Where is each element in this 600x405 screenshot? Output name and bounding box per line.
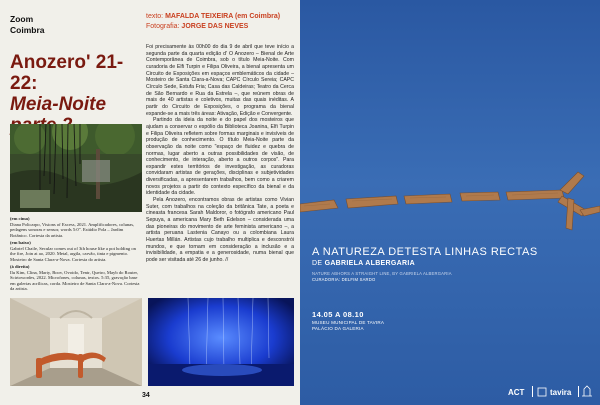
ad-title: A NATUREZA DETESTA LINHAS RECTAS — [312, 246, 538, 258]
caption-1-text: Diana Policarpo, Visions of Excess, 2021. Amplificadores, colunas, pedagens sonoras e sensor, words 5:0". Estúdio Pola – Jardim Botânico. Cortesia da artista. — [10, 221, 135, 238]
section-label — [10, 14, 44, 36]
caption-2 — [10, 240, 142, 262]
body-paragraph-2: Partindo da ideia da noite e do papel dos mosteiros que ajudam a conservar o espólio da Biblioteca Joanina, Elfi Turpin e Filipa Oliveira refletem sobre formas marginais e invisíveis de produção de conhecimento. O título Meia-Noite parte da observação da noite como "espaço de fluidez e quebra de normas, lugar aberto a outras possibilidades de visão, de conhecimento, de interação, aberto a outros corpos". Para expandir estes territórios de investigação, as curadoras convidaram artistas de gerações, disciplinas e subjetividades diversificadas, a apresentarem trabalhos, bem como a criarem novos projetos a partir do contexto específico da bienal e da identidade da cidade. — [146, 117, 294, 197]
caption-1 — [10, 216, 142, 238]
museum-icon — [582, 386, 592, 396]
photo-corridor-sculpture — [10, 298, 142, 386]
ad-dates: 14.05 A 08.10 — [312, 310, 364, 319]
photo-blue-installation — [148, 298, 294, 386]
body-paragraph-1: Foi precisamente às 00h00 do dia 9 de abril que teve início a segunda parte da quarta edição d' O Anozero – Bienal de Arte Contemporânea de Coimbra, sob o título Meia-Noite. Com curadoria de Elfi Turpin e Filipa Oliveira, a bienal apresenta um Circuito de Exposições em espaços emblemáticos da cidade – Mosteiro de Santa Clara-a-Nova; CAPC Círculo Sereia; CAPC Círculo Sede, Estufa Fria; Casa das Caldeiras; Teatro da Cerca de São Bernardo e Rua da Estrela –, que reúnem obras de mais de 40 artistas e coletivos, muitas das quais inéditas. A partir do Circuito de Exposições, o programa da bienal expande-se a mais três áreas: Ativação, Edição e Convergente. — [146, 44, 294, 117]
act-logo: ACT — [508, 388, 525, 397]
credit-photo-name: JORGE DAS NEVES — [181, 23, 249, 30]
page-number: 34 — [142, 392, 150, 399]
caption-3-head: (à direita) — [10, 264, 30, 269]
headline-italic-1: Meia-Noite — [10, 94, 107, 115]
branch-artwork — [300, 170, 600, 240]
ad-venue-line-2: PALÁCIO DA GALERIA — [312, 326, 364, 331]
credit-text-name: MAFALDA TEIXEIRA (em Coimbra) — [165, 13, 281, 20]
ad-venue-line-1: MUSEU MUNICIPAL DE TAVIRA — [312, 320, 385, 325]
ad-subtitle-prefix: DE — [312, 260, 323, 267]
crest-icon — [538, 388, 546, 396]
photo-garden-installation — [10, 124, 142, 212]
article-body — [146, 44, 294, 264]
ad-english-line: NATURE ABHORS A STRAIGHT LINE, BY GABRIELA ALBERGARIA — [312, 271, 452, 276]
ad-venue — [312, 320, 384, 332]
tavira-logo: tavira — [550, 388, 572, 397]
right-page-advertisement — [300, 0, 600, 405]
sponsor-logos — [508, 382, 596, 400]
ad-curator: CURADORIA: DELFIM SARDO — [312, 277, 376, 282]
caption-3 — [10, 264, 142, 292]
credits — [146, 12, 280, 32]
ad-artist-name: GABRIELA ALBERGARIA — [324, 260, 415, 267]
section-line-1: Zoom — [10, 14, 34, 24]
credit-text-label: texto: — [146, 13, 164, 20]
credit-photo-label: Fotografia: — [146, 23, 180, 30]
caption-2-head: (em baixo) — [10, 240, 31, 245]
caption-1-head: (em cima) — [10, 216, 30, 221]
body-paragraph-3: Pela Anozero, encontramos obras de artistas como Vivian Suter, com trabalhos na coleção da britânica Tate, a poeta e cineasta francesa Sarah Maldoror, o fotógrafo americano Paul Sepuya, a americana Mary Beth Edelson – considerada uma das pioneiras do movimento de arte feminista americano –, a artista peruana Lastenia Canayo ou a colombiana Laura Huertas Millán. Artistas cujo trabalho multiplica e desconstrói mundos, e que tornam em consideração a inclusão e a invisibilidade, a empatia e a generosidade, numa bienal que pode ser visitada até 26 de junho. // — [146, 197, 294, 263]
headline-main: Anozero' 21-22: — [10, 52, 124, 94]
caption-3-text: Ilu Kim, Clina, Marty, Boov, Ovoido, Tentr, Queiro, Mayb do Router, Scirtowordes, 2022. Microfones, colunas, textos. 5:35, gravação base em galerias acrílicas, corda. Mosteiro de Santa Clara-a-Nova. Cortesia da artista. — [10, 269, 140, 292]
ad-subtitle — [312, 260, 415, 267]
section-line-2: Coimbra — [10, 25, 45, 35]
caption-2-text: Gabriel Chaile, Secular comes out of 3th house like a pot holding on the fire, Join at ao, 2020. Metal, argila, carvão, tinta e pigmento. Mosteiro de Santa Clara-a-Nova. Cortesia do artista. — [10, 245, 136, 262]
